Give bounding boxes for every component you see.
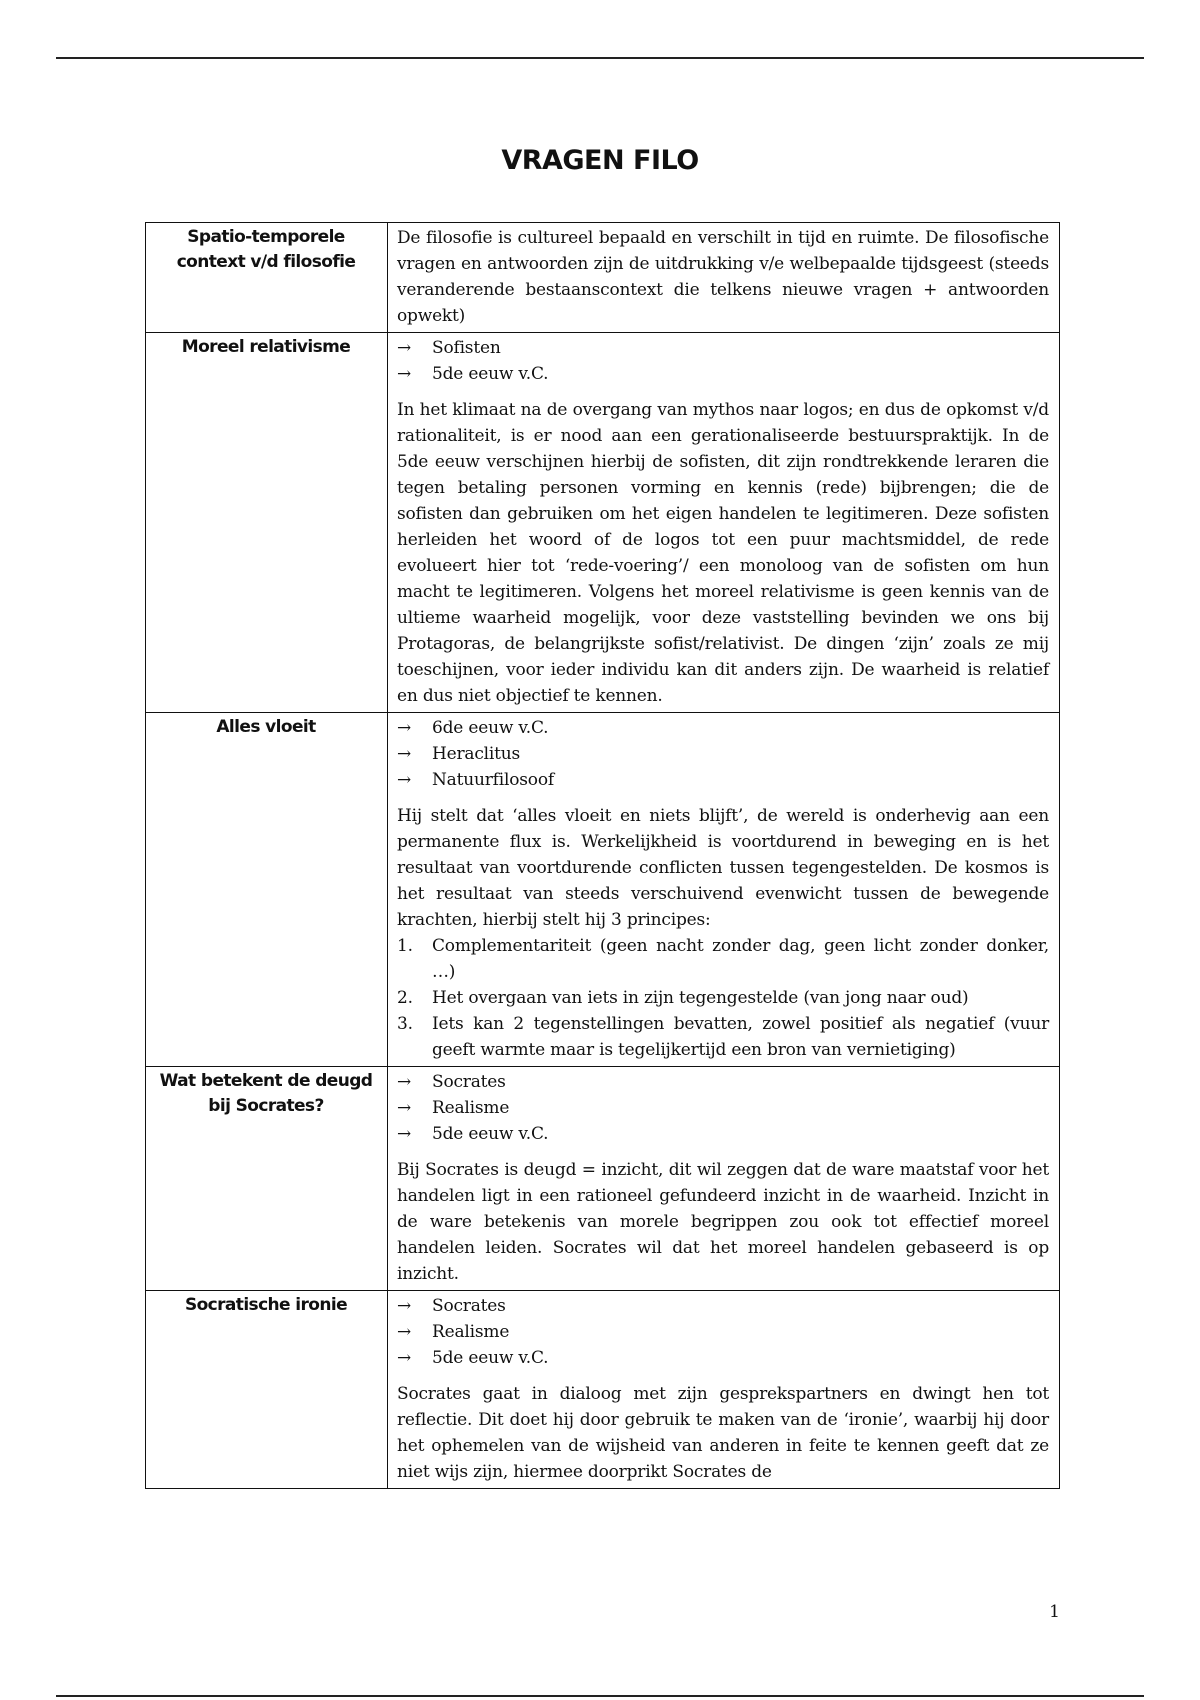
arrow-icon: →	[397, 1098, 412, 1118]
term-cell: Alles vloeit	[146, 713, 388, 1067]
item-number: 3.	[397, 1014, 413, 1034]
item-text: Complementariteit (geen nacht zonder dag, geen licht zonder donker, …)	[432, 936, 1049, 982]
arrow-icon: →	[397, 338, 412, 358]
bullet-list	[397, 1069, 1049, 1147]
bullet-text: Heraclitus	[432, 744, 521, 764]
arrow-icon: →	[397, 1124, 412, 1144]
arrow-icon: →	[397, 744, 412, 764]
bullet-list	[397, 1293, 1049, 1371]
answer-paragraph: Hij stelt dat ‘alles vloeit en niets blijft’, de wereld is onderhevig aan een permanente flux is. Werkelijkheid is voortdurend in beweging en is het resultaat van voortdurende conflicten tussen tegengestelden. De kosmos is het resultaat van steeds verschuivend evenwicht tussen de bewegende krachten, hierbij stelt hij 3 principes:	[397, 806, 1049, 930]
answer-cell	[388, 1291, 1060, 1489]
qa-table	[145, 222, 1060, 1489]
bullet-item	[397, 1069, 1049, 1095]
arrow-icon: →	[397, 1322, 412, 1342]
bullet-text: Socrates	[432, 1296, 506, 1316]
bullet-item	[397, 1095, 1049, 1121]
term-cell: Spatio-temporele context v/d filosofie	[146, 223, 388, 333]
page-number: 1	[1049, 1602, 1060, 1622]
bullet-text: Sofisten	[432, 338, 501, 358]
table-row	[146, 1291, 1060, 1489]
page-title: VRAGEN FILO	[501, 145, 699, 176]
term-cell: Socratische ironie	[146, 1291, 388, 1489]
answer-cell	[388, 223, 1060, 333]
footer-rule	[56, 1695, 1144, 1697]
bullet-item	[397, 1319, 1049, 1345]
header-rule	[56, 57, 1144, 59]
bullet-item	[397, 1121, 1049, 1147]
bullet-text: 5de eeuw v.C.	[432, 1348, 549, 1368]
item-number: 2.	[397, 988, 413, 1008]
answer-cell	[388, 1067, 1060, 1291]
arrow-icon: →	[397, 1072, 412, 1092]
table-row	[146, 223, 1060, 333]
numbered-list	[397, 933, 1049, 1063]
bullet-text: Socrates	[432, 1072, 506, 1092]
bullet-text: Natuurfilosoof	[432, 770, 554, 790]
arrow-icon: →	[397, 1296, 412, 1316]
bullet-item	[397, 361, 1049, 387]
bullet-item	[397, 335, 1049, 361]
bullet-text: Realisme	[432, 1322, 510, 1342]
arrow-icon: →	[397, 1348, 412, 1368]
answer-cell	[388, 333, 1060, 713]
numbered-item	[397, 985, 1049, 1011]
term-cell: Moreel relativisme	[146, 333, 388, 713]
bullet-item	[397, 1345, 1049, 1371]
numbered-item	[397, 933, 1049, 985]
bullet-item	[397, 741, 1049, 767]
answer-paragraph: Socrates gaat in dialoog met zijn gesprekspartners en dwingt hen tot reflectie. Dit doet hij door gebruik te maken van de ‘ironie’, waarbij hij door het ophemelen van de wijsheid van anderen in feite te kennen geeft dat ze niet wijs zijn, hiermee doorprikt Socrates de	[397, 1384, 1049, 1482]
bullet-text: 5de eeuw v.C.	[432, 364, 549, 384]
table-row	[146, 713, 1060, 1067]
bullet-list	[397, 715, 1049, 793]
answer-paragraph: De filosofie is cultureel bepaald en verschilt in tijd en ruimte. De filosofische vragen en antwoorden zijn de uitdrukking v/e welbepaalde tijdsgeest (steeds veranderende bestaanscontext die telkens nieuwe vragen + antwoorden opwekt)	[397, 228, 1049, 326]
table-row	[146, 1067, 1060, 1291]
answer-paragraph: Bij Socrates is deugd = inzicht, dit wil zeggen dat de ware maatstaf voor het handelen ligt in een rationeel gefundeerd inzicht in de waarheid. Inzicht in de ware betekenis van morele begrippen zou ook tot effectief moreel handelen leiden. Socrates wil dat het moreel handelen gebaseerd is op inzicht.	[397, 1160, 1049, 1284]
item-text: Het overgaan van iets in zijn tegengestelde (van jong naar oud)	[432, 988, 969, 1008]
bullet-item	[397, 767, 1049, 793]
bullet-item	[397, 715, 1049, 741]
arrow-icon: →	[397, 364, 412, 384]
bullet-list	[397, 335, 1049, 387]
item-number: 1.	[397, 936, 413, 956]
bullet-text: 5de eeuw v.C.	[432, 1124, 549, 1144]
bullet-text: 6de eeuw v.C.	[432, 718, 549, 738]
arrow-icon: →	[397, 770, 412, 790]
answer-paragraph: In het klimaat na de overgang van mythos naar logos; en dus de opkomst v/d rationaliteit, is er nood aan een gerationaliseerde bestuurspraktijk. In de 5de eeuw verschijnen hierbij de sofisten, dit zijn rondtrekkende leraren die tegen betaling personen vorming en kennis (rede) bijbrengen; die de sofisten dan gebruiken om het eigen handelen te legitimeren. Deze sofisten herleiden het woord of de logos tot een puur machtsmiddel, de rede evolueert hier tot ‘rede-voering’/ een monoloog van de sofisten om hun macht te legitimeren. Volgens het moreel relativisme is geen kennis van de ultieme waarheid mogelijk, voor deze vaststelling bevinden we ons bij Protagoras, de belangrijkste sofist/relativist. De dingen ‘zijn’ zoals ze mij toeschijnen, voor ieder individu kan dit anders zijn. De waarheid is relatief en dus niet objectief te kennen.	[397, 400, 1049, 706]
arrow-icon: →	[397, 718, 412, 738]
table-row	[146, 333, 1060, 713]
answer-cell	[388, 713, 1060, 1067]
bullet-text: Realisme	[432, 1098, 510, 1118]
term-cell: Wat betekent de deugd bij Socrates?	[146, 1067, 388, 1291]
numbered-item	[397, 1011, 1049, 1063]
item-text: Iets kan 2 tegenstellingen bevatten, zowel positief als negatief (vuur geeft warmte maar is tegelijkertijd een bron van vernietiging)	[432, 1014, 1049, 1060]
bullet-item	[397, 1293, 1049, 1319]
